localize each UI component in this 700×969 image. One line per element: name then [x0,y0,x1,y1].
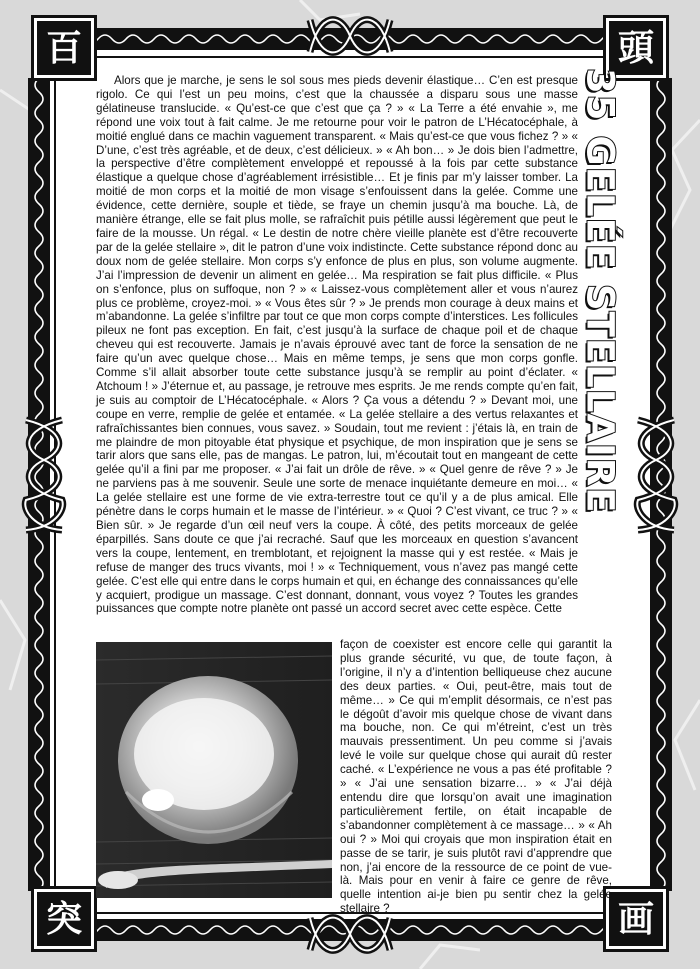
corner-kanji-top-left: 百 [34,18,94,78]
chapter-title [578,68,622,514]
chapter-heading: 35 GELÉE STELLAIRE [578,68,622,514]
body-text-continuation: façon de coexister est encore celle qui garantit la plus grande sécurité, vu que, de toute façon, à l’origine, il n’y a d’intention belliqueuse chez aucune des deux parties. « Oui, peut-être, mais tout de même… » Ce qui m’emplit désormais, ce n’est pas le dégoût d’avoir mis quelque chose de vivant dans ma bouche, non. Ce qui m’étreint, c’est un très mauvais pressentiment. Un peu comme si j’avais levé le voile sur quelque chose qui aurait dû rester caché. « L’expérience ne vous a pas été profitable ? » « J’ai une sensation bizarre… » « J’ai déjà entendu dire que lorsqu’on avait une imagination particulièrement fertile, on était incapable de s’abandonner complètement à ce massage… » « Ah oui ? » Moi qui croyais que mon inspiration était en passe de se tarir, je suis plutôt ravi d’apprendre que non, j’ai encore de la ressource de ce point de vue-là. Mais pour en venir à faire ce genre de rêve, quelle intention ai-je bien pu sentir chez la gelée stellaire ? [340,638,612,916]
corner-kanji-bottom-right: 画 [606,889,666,949]
corner-kanji-bottom-left: 突 [34,889,94,949]
right-knot-ornament [626,410,686,540]
left-knot-ornament [14,410,74,540]
jelly-bowl-photo [96,642,332,898]
top-knot-ornament [300,8,400,64]
body-text-main: Alors que je marche, je sens le sol sous mes pieds devenir élastique… C’en est presque rigolo. Ce qui l’est un peu moins, c’est que la chaussée a disparu sous une masse gélatineuse translucide. « Qu’est-ce que c’est que ça ? » « La Terre a été envahie », me répond une voix tout à fait calme. Je me retourne pour voir le patron de L’Hécatocéphale, à moitié englué dans ce machin vaguement transparent. « Mais qu’est-ce que vous fichez ? » « D’une, c’est très agréable, et de deux, c’est délicieux. » « Ah bon… » Je dois bien l’admettre, la perspective d’être complètement enveloppé et repoussé à la fois par cette substance élastique a quelque chose d’agréablement irrésistible… Et je finis par m’y laisser tomber. La moitié de mon corps et la moitié de mon visage s’enfouissent dans la gelée. Comme une évidence, cette dernière, souple et tiède, se fraye un chemin jusqu’à ma bouche. Là, de manière étrange, elle se fait plus molle, se rafraîchit puis pétille aussi légèrement que peut le faire de la mousse. Un régal. « Le destin de notre chère vieille planète est d’être recouverte par de la gelée stellaire », dit le patron d’une voix indistincte. Cette substance répond donc au doux nom de gelée stellaire. Mon corps s’y enfonce de plus en plus, son volume augmente. J’ai l’impression de devenir un aliment en gelée… Ma respiration se fait plus difficile. « Plus on s’enfonce, plus on suffoque, non ? » « Laissez-vous complètement aller et vous n’aurez plus ce problème, croyez-moi. » « Vous êtes sûr ? » Je prends mon courage à deux mains et m’abandonne. La gelée s’infiltre par tout ce que mon corps compte d’interstices. Les follicules pileux ne font pas exception. En fait, c’est jusqu’à la surface de chaque poil et de chaque cheveu qui est recouverte. Jamais je n’avais éprouvé avec tant de force la sensation de ne faire qu’un avec quelque chose… Mais en même temps, je sens que mon corps gonfle. Comme s’il allait absorber toute cette substance jusqu’à se remplir au point d’éclater. « Atchoum ! » J’éternue et, au passage, je retrouve mes esprits. Je me rends compte qu’en fait, je suis au comptoir de L’Hécatocéphale. « Alors ? Ça vous a détendu ? » Devant moi, une coupe en verre, remplie de gelée et entamée. « La gelée stellaire a des vertus relaxantes et rafraîchissantes bien connues, vous savez. » Soudain, tout me revient : j’étais là, en train de me plaindre de mon pitoyable état physique et psychique, de mon inspiration que je sens se tarir alors que sans elle, pas de mangas. Le patron, lui, m’écoutait tout en mangeant de cette gelée qu’il a fini par me proposer. « J’ai fait un drôle de rêve. » « Quel genre de rêve ? » Je ne parviens pas à me souvenir. Seule une sorte de menace inquiétante demeure en moi… « La gelée stellaire est une forme de vie extra-terrestre tout ce qu’il y a de plus amical. Elle pénètre dans le corps humain et le masse de l’intérieur. » « Quoi ? C’est vivant, ce truc ? » « Bien sûr. » Je regarde d’un œil neuf vers la coupe. À côté, des petits morceaux de gelée éparpillés. Sans doute ce que j’ai recraché. Sauf que les morceaux en question s’avancent vers la coupe, lentement, en tremblotant, et rejoignent la masse qui y est restée. « Mais je refuse de manger des trucs vivants, moi ! » « Techniquement, vous n’avez pas mangé cette gelée. C’est elle qui entre dans le corps humain et qui, en échange des connaissances qu’elle y acquiert, prodigue un massage. C’est donnant, donnant, vous voyez ? Toutes les grandes puissances que compte notre planète ont passé un accord secret avec cette espèce. Cette [96,74,578,616]
corner-kanji-top-right: 頭 [606,18,666,78]
